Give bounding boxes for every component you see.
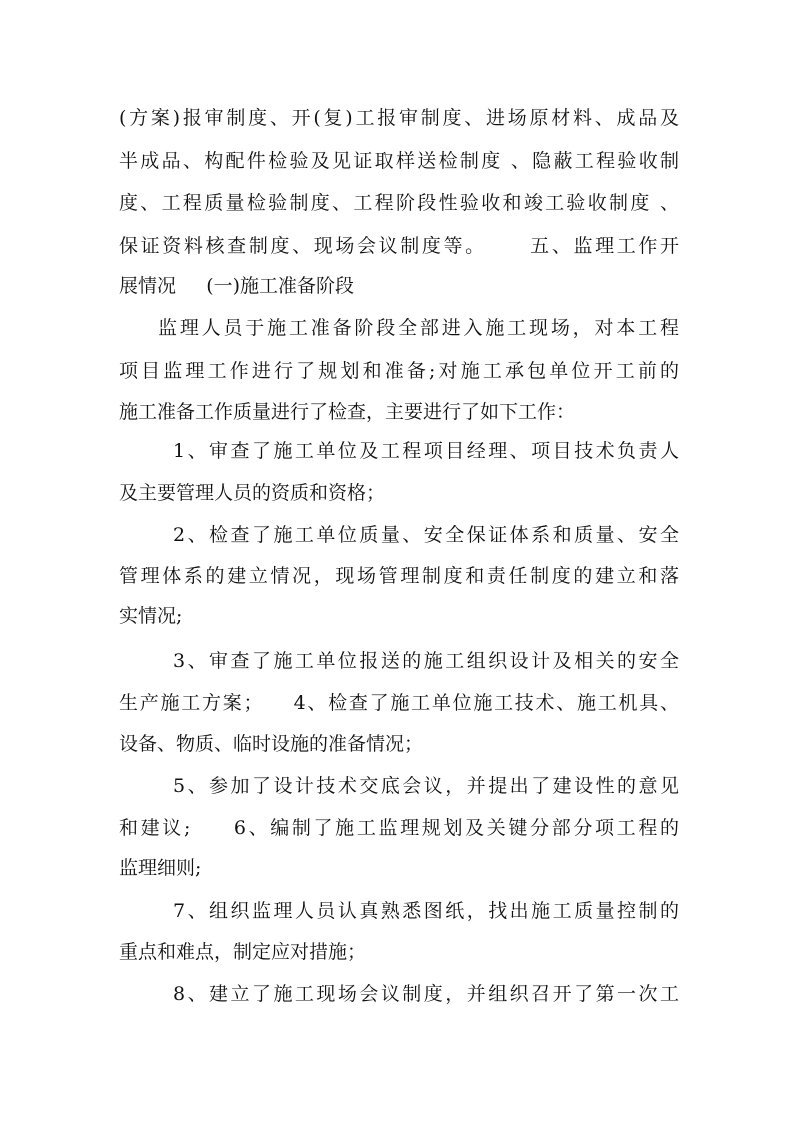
text-line: 度、工程质量检验制度、工程阶段性验收和竣工验收制度 、 [119,192,679,214]
text-line: 管理体系的建立情况，现场管理制度和责任制度的建立和落 [119,565,679,587]
text-line: 7、组织监理人员认真熟悉图纸，找出施工质量控制的 [173,900,679,922]
text-line: 8、建立了施工现场会议制度，并组织召开了第一次工 [173,983,679,1005]
text-line: 5、参加了设计技术交底会议，并提出了建设性的意见 [173,775,679,797]
text-line: 及主要管理人员的资质和资格； [119,482,386,504]
text-line: 监理细则; [119,857,202,879]
text-line: 重点和难点，制定应对措施； [119,941,367,963]
text-line: 实情况; [119,605,183,627]
text-line: 施工准备工作质量进行了检查，主要进行了如下工作： [119,401,576,423]
text-line: 保证资料核查制度、现场会议制度等。 五、监理工作开 [119,235,679,257]
text-line: 3、审查了施工单位报送的施工组织设计及相关的安全 [173,650,679,672]
text-line: 半成品、构配件检验及见证取样送检制度 、隐蔽工程验收制 [119,150,679,172]
text-line: 生产施工方案； 4、检查了施工单位施工技术、施工机具、 [119,692,679,714]
text-line: 2、检查了施工单位质量、安全保证体系和质量、安全 [173,524,679,546]
text-line: 1、审查了施工单位及工程项目经理、项目技术负责人 [173,440,679,462]
text-line: 监理人员于施工准备阶段全部进入施工现场，对本工程 [158,317,679,339]
text-line: 设备、物质、临时设施的准备情况； [119,733,424,755]
text-line: 和建议; 6、编制了施工监理规划及关键分部分项工程的 [119,817,679,839]
text-line: (方案)报审制度、开(复)工报审制度、进场原材料、成品及 [119,107,679,129]
text-line: 展情况 (一)施工准备阶段 [119,275,355,297]
text-line: 项目监理工作进行了规划和准备;对施工承包单位开工前的 [119,360,679,382]
